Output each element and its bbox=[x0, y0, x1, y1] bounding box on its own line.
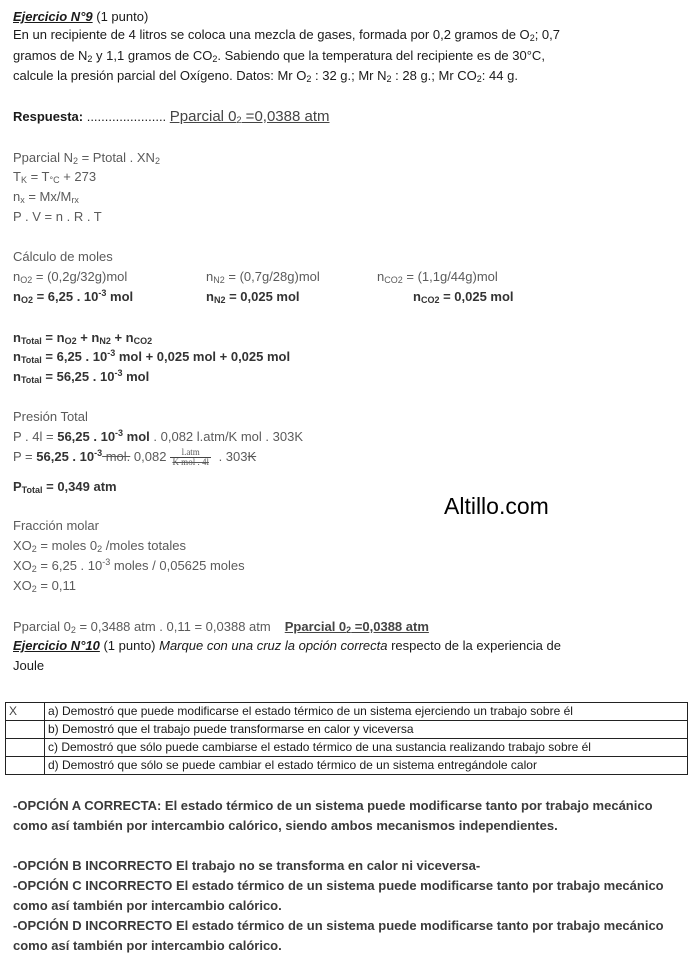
option-b-checkbox[interactable] bbox=[6, 721, 45, 739]
sub: CO2 bbox=[133, 336, 153, 346]
sub: CO2 bbox=[384, 275, 403, 285]
fraccion-heading: Fracción molar bbox=[13, 518, 99, 533]
sub: N2 bbox=[213, 275, 225, 285]
fraccion-line3 bbox=[13, 577, 76, 594]
stmt-text: gramos de N bbox=[13, 48, 88, 63]
stmt-text: En un recipiente de 4 litros se coloca una mezcla de gases, formada por 0,2 gramos de O bbox=[13, 27, 530, 42]
t: mol bbox=[122, 369, 150, 384]
sub: 2 bbox=[476, 74, 482, 84]
respuesta-dots: ...................... bbox=[86, 109, 167, 124]
t: = 0,3488 atm . 0,11 = 0,0388 atm bbox=[75, 619, 271, 634]
t: + n bbox=[76, 330, 100, 345]
t: 0,082 bbox=[130, 449, 167, 464]
sub: 2 bbox=[72, 156, 78, 166]
t: = 6,25 . 10 bbox=[41, 349, 108, 364]
stmt-text: calcule la presión parcial del Oxígeno. Datos: Mr O bbox=[13, 68, 307, 83]
option-b-text: b) Demostró que el trabajo puede transformarse en calor y viceversa bbox=[45, 721, 688, 739]
altillo-watermark: Altillo.com bbox=[444, 493, 549, 519]
sub: Total bbox=[21, 485, 43, 495]
moles-n2-expr bbox=[206, 268, 320, 285]
moles-heading: Cálculo de moles bbox=[13, 249, 113, 264]
ntotal-line1 bbox=[13, 329, 152, 346]
unit-fraction bbox=[170, 448, 211, 467]
t: n bbox=[13, 330, 21, 345]
stmt-text: : 44 g. bbox=[481, 68, 518, 83]
sub: rx bbox=[71, 195, 79, 205]
t: = (0,2g/32g)mol bbox=[32, 269, 128, 284]
moles-n2-val bbox=[206, 288, 300, 305]
stmt-text: : 28 g.; Mr CO bbox=[391, 68, 477, 83]
sub: 2 bbox=[70, 625, 76, 635]
sub: 2 bbox=[236, 115, 242, 125]
t: + 273 bbox=[59, 169, 97, 184]
t bbox=[57, 429, 150, 444]
ex10-heading bbox=[13, 637, 661, 654]
t: = 0,025 mol bbox=[439, 289, 514, 304]
respuesta-line bbox=[13, 108, 330, 125]
sub: O2 bbox=[64, 336, 77, 346]
t: = Ptotal . XN bbox=[77, 150, 155, 165]
t: n bbox=[13, 289, 21, 304]
ex9-statement-line2 bbox=[13, 47, 661, 64]
sub: 2 bbox=[97, 544, 103, 554]
t: = Mx/M bbox=[24, 189, 72, 204]
sup: -3 bbox=[107, 348, 116, 358]
sub: 2 bbox=[154, 156, 160, 166]
conclusion-d: -OPCIÓN D INCORRECTO El estado térmico de un sistema puede modificarse tanto por trabajo mecánico como así también por intercambio calórico. bbox=[13, 918, 664, 953]
moles-o2-val bbox=[13, 288, 133, 305]
t: mol bbox=[106, 289, 134, 304]
ex9-title: Ejercicio N°9 bbox=[13, 9, 93, 24]
stmt-text: y 1,1 gramos de CO bbox=[92, 48, 213, 63]
t: n bbox=[206, 269, 214, 284]
sub: 2 bbox=[529, 33, 535, 43]
sub: K bbox=[20, 175, 27, 185]
t: = 56,25 . 10 bbox=[41, 369, 115, 384]
sub: N2 bbox=[213, 295, 226, 305]
fraccion-line1 bbox=[13, 537, 186, 554]
t: = n bbox=[41, 330, 65, 345]
ex10-text: respecto de la experiencia de bbox=[387, 638, 561, 653]
sub: 2 bbox=[31, 564, 37, 574]
ex10-instruction: Marque con una cruz la opción correcta bbox=[159, 638, 388, 653]
option-d-checkbox[interactable] bbox=[6, 757, 45, 775]
t: . 303 bbox=[214, 449, 248, 464]
stmt-text: ; 0,7 bbox=[534, 27, 560, 42]
t: . 0,082 l.atm/K mol . 303K bbox=[149, 429, 303, 444]
conclusion-a: -OPCIÓN A CORRECTA: El estado térmico de un sistema puede modificarse tanto por trabajo mecánico como así también por intercambio calórico, siendo ambos mecanismos independientes. bbox=[13, 798, 653, 833]
t: n bbox=[13, 269, 21, 284]
moles-co2-val bbox=[413, 288, 514, 305]
formula-pv: P . V = n . R . T bbox=[13, 209, 102, 224]
t: = 0,025 mol bbox=[225, 289, 300, 304]
t: T bbox=[13, 169, 21, 184]
sub: Total bbox=[20, 336, 42, 346]
fraction-numerator: l.atm bbox=[170, 448, 211, 458]
sub: CO2 bbox=[420, 295, 440, 305]
t: n bbox=[13, 189, 21, 204]
ex9-heading bbox=[13, 8, 148, 25]
table-row bbox=[6, 757, 688, 775]
t: Pparcial N bbox=[13, 150, 73, 165]
t: XO bbox=[13, 538, 32, 553]
table-row bbox=[6, 739, 688, 757]
ex10-points: (1 punto) bbox=[99, 638, 160, 653]
stmt-text: : 32 g.; Mr N bbox=[311, 68, 387, 83]
ex10-title: Ejercicio N°10 bbox=[13, 638, 100, 653]
formula-pparcial bbox=[13, 149, 160, 166]
ex9-points: (1 punto) bbox=[96, 9, 149, 24]
t: = 6,25 . 10 bbox=[36, 558, 103, 573]
t: mol + 0,025 mol + 0,025 mol bbox=[115, 349, 291, 364]
formula-tk bbox=[13, 168, 96, 185]
sub: 2 bbox=[31, 584, 37, 594]
options-table bbox=[5, 702, 688, 775]
stmt-text: . Sabiendo que la temperatura del recipiente es de 30°C, bbox=[217, 48, 545, 63]
t: Pparcial 0 bbox=[13, 619, 71, 634]
t bbox=[36, 449, 102, 464]
presion-line1 bbox=[13, 428, 303, 445]
sup: -3 bbox=[115, 428, 124, 438]
answer-text: =0,0388 atm bbox=[241, 108, 330, 125]
sub: 2 bbox=[212, 54, 218, 64]
option-a-text: a) Demostró que puede modificarse el estado térmico de un sistema ejerciendo un trabajo sobre él bbox=[45, 703, 688, 721]
t: P = bbox=[13, 449, 37, 464]
ntotal-line3 bbox=[13, 368, 149, 385]
ex10-line2: Joule bbox=[13, 658, 45, 673]
sub: °C bbox=[49, 175, 60, 185]
t: 56,25 . 10 bbox=[36, 449, 95, 464]
answer-text: Pparcial 0 bbox=[169, 108, 237, 125]
t: = (1,1g/44g)mol bbox=[402, 269, 498, 284]
t: = 0,11 bbox=[36, 578, 76, 593]
sup: -3 bbox=[94, 448, 103, 458]
sub: N2 bbox=[99, 336, 111, 346]
sub: O2 bbox=[20, 275, 33, 285]
formula-nx bbox=[13, 188, 79, 205]
sub: 2 bbox=[87, 54, 93, 64]
fraccion-line2 bbox=[13, 557, 245, 574]
respuesta-label: Respuesta: bbox=[13, 109, 84, 124]
respuesta-answer bbox=[170, 108, 330, 125]
t: n bbox=[13, 349, 21, 364]
option-a-checkbox[interactable]: X bbox=[6, 703, 45, 721]
sup: -3 bbox=[114, 368, 123, 378]
table-row bbox=[6, 721, 688, 739]
table-row bbox=[6, 703, 688, 721]
t: n bbox=[377, 269, 385, 284]
sub: 2 bbox=[386, 74, 392, 84]
sub: Total bbox=[20, 375, 42, 385]
fraction-denominator: K mol . 4l bbox=[172, 457, 209, 468]
presion-heading: Presión Total bbox=[13, 409, 88, 424]
ex9-statement-line1 bbox=[13, 26, 661, 43]
t: K bbox=[247, 449, 257, 464]
option-c-checkbox[interactable] bbox=[6, 739, 45, 757]
t: 56,25 . 10 bbox=[57, 429, 116, 444]
option-d-text: d) Demostró que sólo se puede cambiar el estado térmico de un sistema entregándole calor bbox=[45, 757, 688, 775]
sub: O2 bbox=[20, 295, 33, 305]
t: mol. bbox=[102, 449, 131, 464]
t: = 0,349 atm bbox=[42, 479, 117, 494]
t: XO bbox=[13, 578, 32, 593]
t: = T bbox=[26, 169, 50, 184]
presion-line3 bbox=[13, 478, 117, 495]
t: + n bbox=[110, 330, 134, 345]
presion-line2 bbox=[13, 448, 256, 476]
t: P bbox=[13, 479, 22, 494]
moles-o2-expr bbox=[13, 268, 127, 285]
t: = (0,7g/28g)mol bbox=[224, 269, 320, 284]
t: mol bbox=[123, 429, 150, 444]
final-line bbox=[13, 618, 429, 635]
sub: x bbox=[20, 195, 25, 205]
t: n bbox=[13, 369, 21, 384]
option-c-text: c) Demostró que sólo puede cambiarse el estado térmico de una sustancia realizando trabajo sobre él bbox=[45, 739, 688, 757]
final-answer bbox=[285, 619, 429, 634]
sub: 2 bbox=[306, 74, 312, 84]
sup: -3 bbox=[102, 557, 111, 567]
t: n bbox=[206, 289, 214, 304]
moles-co2-expr bbox=[377, 268, 498, 285]
ex9-statement-line3 bbox=[13, 67, 518, 84]
t: = 6,25 . 10 bbox=[32, 289, 99, 304]
sub: Total bbox=[20, 355, 42, 365]
t: n bbox=[413, 289, 421, 304]
t: P . 4l = bbox=[13, 429, 58, 444]
t: /moles totales bbox=[102, 538, 186, 553]
t: =0,0388 atm bbox=[351, 619, 429, 634]
sub: 2 bbox=[31, 544, 37, 554]
conclusion-b: -OPCIÓN B INCORRECTO El trabajo no se transforma en calor ni viceversa- bbox=[13, 858, 481, 873]
sup: -3 bbox=[98, 288, 107, 298]
sub: 2 bbox=[346, 625, 352, 635]
t: XO bbox=[13, 558, 32, 573]
ntotal-line2 bbox=[13, 348, 290, 365]
conclusion-c: -OPCIÓN C INCORRECTO El estado térmico de un sistema puede modificarse tanto por trabajo mecánico como así también por intercambio calórico. bbox=[13, 878, 664, 913]
t: Pparcial 0 bbox=[284, 619, 347, 634]
t: moles / 0,05625 moles bbox=[110, 558, 245, 573]
t: = moles 0 bbox=[36, 538, 98, 553]
